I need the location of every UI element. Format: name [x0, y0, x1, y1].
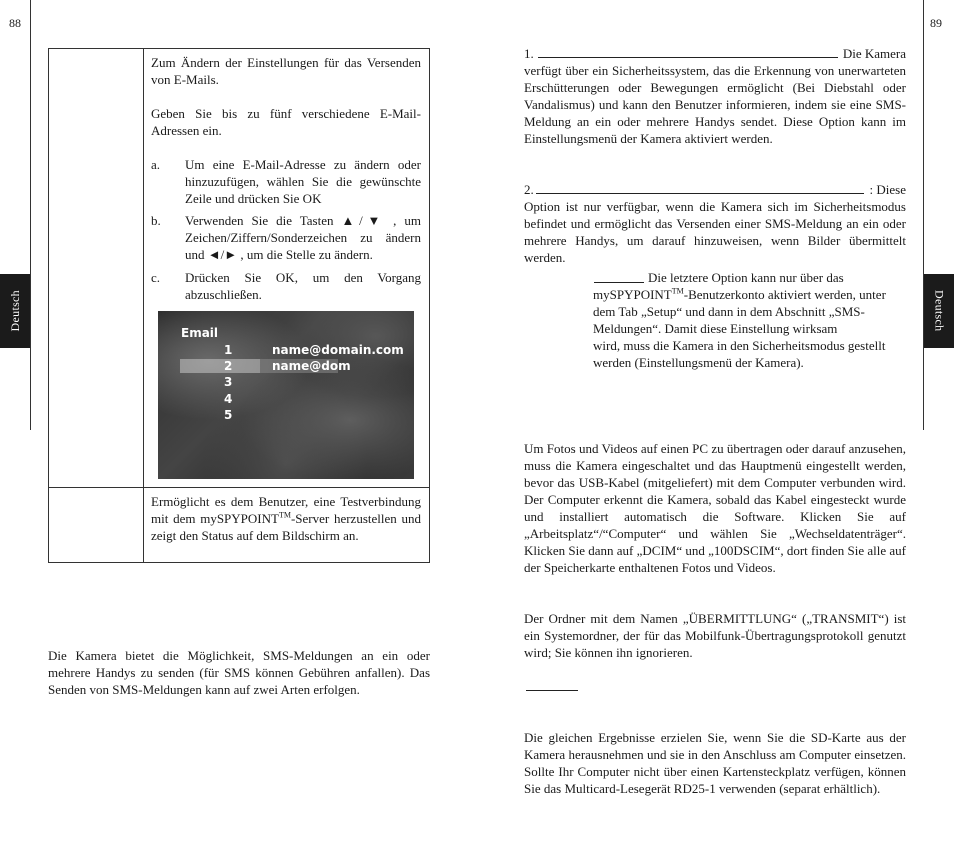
- language-tab-right-label: Deutsch: [932, 290, 947, 332]
- screen-title: Email: [181, 326, 219, 340]
- note-line: Meldungen“. Damit diese Einstellung wirksam: [593, 321, 838, 336]
- sd-card-paragraph: Die gleichen Ergebnisse erzielen Sie, wenn Sie die SD-Karte aus der Kamera herausnehmen und sie in den Anschluss am Computer einsetzen. Sollte Ihr Computer nicht über einen Kartensteckplatz verfügen, können Sie das Multicard-Lesegerät RD25-1 verwenden (separat erhältlich).: [524, 730, 906, 796]
- email-slot-number: 3: [224, 375, 233, 389]
- test-text-before: Ermöglicht es dem Benutzer, eine Testverbindung mit dem mySPYPOINT: [151, 494, 421, 526]
- item-number: 2.: [524, 182, 534, 197]
- trademark-mark: TM: [278, 510, 291, 520]
- item-body: verfügt über ein Sicherheitssystem, das die Erkennung von unerwarteten Erschütterungen oder Bewegungen ermöglicht (Bei Diebstahl oder Vandalismus) und kann den Benutzer informieren, indem sie eine SMS-Meldung an ein oder mehrere Handys sendet. Diese Option kann im Einstellungsmenü der Kamera aktiviert werden.: [524, 63, 906, 146]
- blank-underline: [538, 45, 838, 58]
- section-underline: [526, 690, 578, 691]
- item-first-line: : Diese: [869, 182, 906, 197]
- right-margin-rule: [923, 0, 924, 430]
- language-tab-left: [0, 274, 30, 348]
- selection-highlight: [180, 359, 260, 373]
- left-margin-rule: [30, 0, 31, 430]
- test-connection-description: [151, 493, 421, 544]
- email-slot-number: 4: [224, 392, 233, 406]
- item-body: Option ist nur verfügbar, wenn die Kamera sich im Sicherheitsmodus befindet und ermöglicht das Versenden einer SMS-Meldung an ein oder mehrere Handys, um darauf hinzuweisen, wenn Bilder übermittelt werden.: [524, 199, 906, 265]
- email-slot-number: 5: [224, 408, 233, 422]
- email-addresses-note: Geben Sie bis zu fünf verschiedene E-Mail-Adressen ein.: [151, 106, 421, 138]
- item-first-line: Die Kamera: [842, 46, 906, 61]
- list-marker: c.: [151, 270, 161, 285]
- settings-table: [48, 48, 430, 563]
- note-brand: mySPYPOINT: [593, 287, 672, 302]
- note-line: wird, muss die Kamera in den Sicherheitsmodus gestellt: [593, 338, 886, 353]
- email-slot-address: name@dom: [272, 359, 351, 373]
- email-slot-number: 1: [224, 343, 233, 357]
- list-text: Verwenden Sie die Tasten ▲/▼ , um Zeichen/Ziffern/Sonderzeichen zu ändern und ◄/► , um die Stelle zu ändern.: [185, 213, 421, 262]
- page-number-left: 88: [9, 16, 21, 30]
- language-tab-left-label: Deutsch: [7, 290, 22, 332]
- list-item: [151, 156, 421, 207]
- transmit-folder-paragraph: Der Ordner mit dem Namen „ÜBERMITTLUNG“ („TRANSMIT“) ist ein Systemordner, der für das Mobilfunk-Übertragungsprotokoll genutzt wird; Sie können ihn ignorieren.: [524, 611, 906, 660]
- note-line: [593, 286, 913, 303]
- camera-email-screen: [158, 311, 414, 479]
- blank-underline: [536, 181, 864, 194]
- note-line: Die letztere Option kann nur über das: [648, 270, 844, 285]
- table-column-divider: [143, 49, 144, 562]
- note-block: [593, 269, 913, 371]
- email-settings-description: Zum Ändern der Einstellungen für das Versenden von E-Mails.: [151, 55, 421, 87]
- email-slot-address: name@domain.com: [272, 343, 404, 357]
- list-text: Drücken Sie OK, um den Vorgang abzuschließen.: [185, 270, 421, 302]
- list-item: [151, 269, 421, 303]
- item-number: 1.: [524, 46, 534, 61]
- test-text-after: -Server herzustellen und zeigt den Status auf dem Bildschirm an.: [151, 511, 421, 543]
- trademark-mark: TM: [671, 286, 684, 296]
- picture-sms-item: [524, 181, 906, 266]
- list-item: [151, 212, 421, 263]
- sms-intro-paragraph: Die Kamera bietet die Möglichkeit, SMS-Meldungen an ein oder mehrere Handys zu senden (für SMS können Gebühren anfallen). Das Senden von SMS-Meldungen kann auf zwei Arten erfolgen.: [48, 648, 430, 697]
- list-marker: a.: [151, 157, 161, 172]
- pc-transfer-paragraph: Um Fotos und Videos auf einen PC zu übertragen oder darauf anzusehen, muss die Kamera eingeschaltet und das Hauptmenü eingestellt werden, bevor das USB-Kabel (mitgeliefert) mit dem Computer verbunden wird. Der Computer erkennt die Kamera, sobald das Kabel eingesteckt wurde und installiert automatisch die Software. Klicken Sie auf „Arbeitsplatz“/“Computer“ und wählen Sie „Wechseldatenträger“. Klicken Sie dann auf „DCIM“ und „100DSCIM“, dort finden Sie alle auf der Speicherkarte enthaltenen Fotos und Videos.: [524, 441, 906, 575]
- page-number-right: 89: [930, 16, 942, 30]
- note-text: -Benutzerkonto aktiviert werden, unter: [683, 287, 886, 302]
- note-line: dem Tab „Setup“ und dann in dem Abschnitt „SMS-: [593, 304, 865, 319]
- email-slot-number: 2: [224, 359, 233, 373]
- note-line: werden (Einstellungsmenü der Kamera).: [593, 355, 804, 370]
- table-row-divider: [49, 487, 429, 488]
- list-text: Um eine E-Mail-Adresse zu ändern oder hinzuzufügen, wählen Sie die gewünschte Zeile und drücken Sie OK: [185, 157, 421, 206]
- security-sms-item: [524, 45, 906, 147]
- list-marker: b.: [151, 213, 161, 228]
- language-tab-right: [924, 274, 954, 348]
